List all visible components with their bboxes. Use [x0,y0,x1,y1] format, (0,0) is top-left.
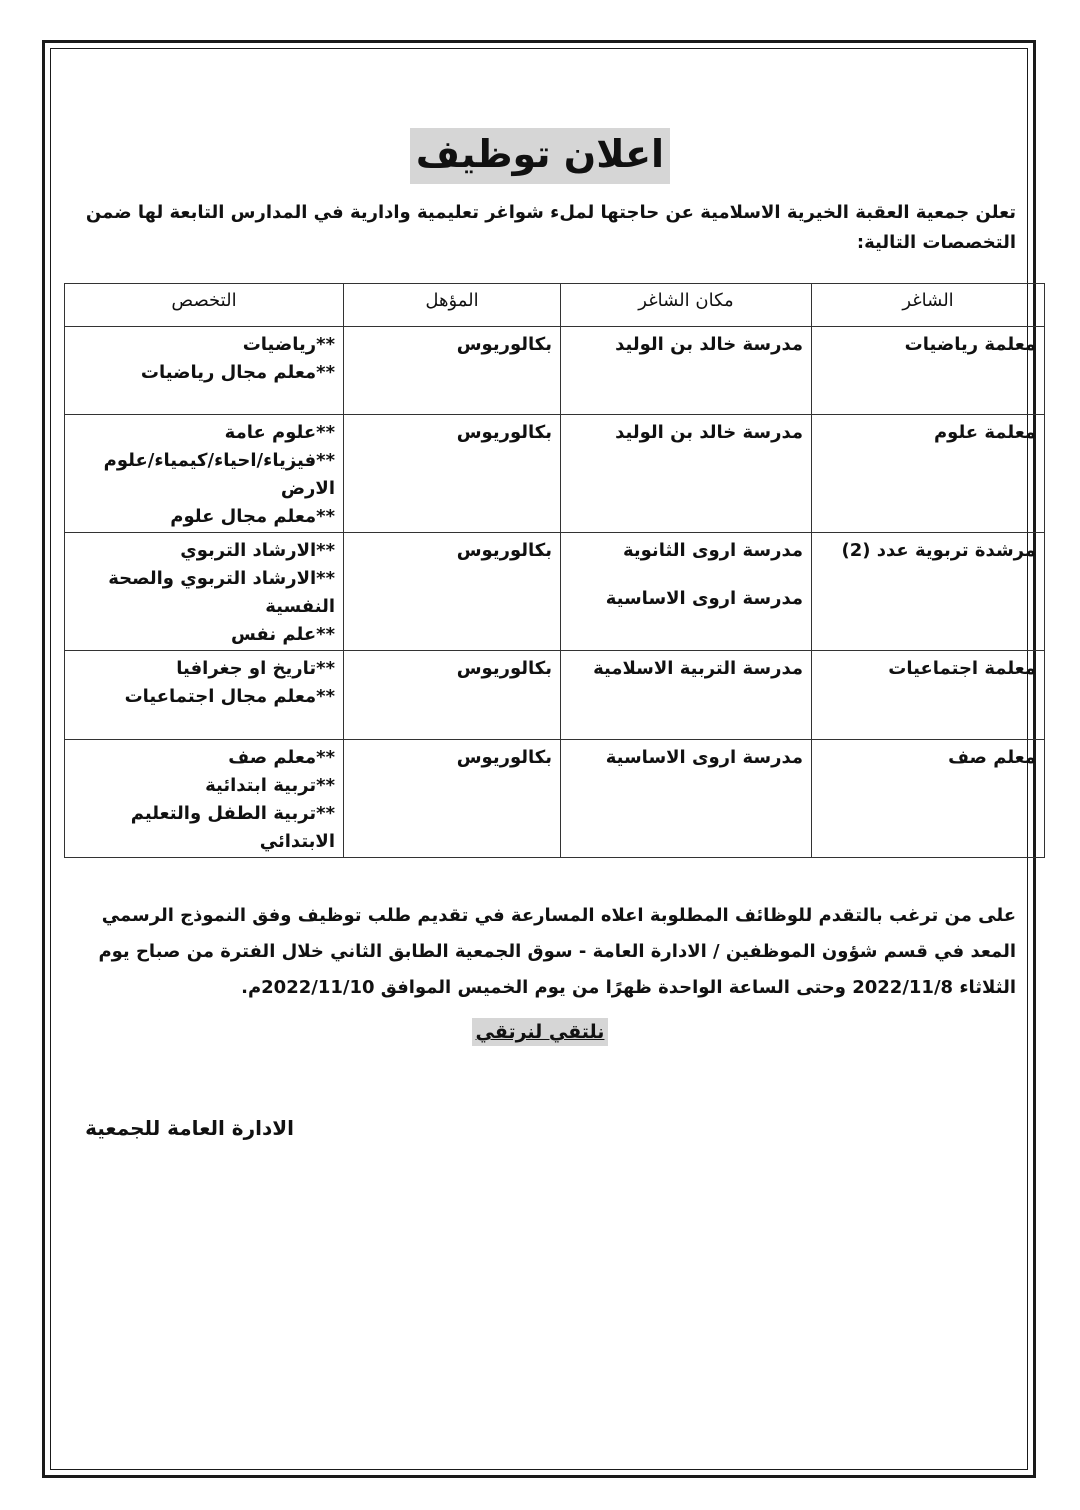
table-row [65,651,1045,740]
specialty-cell [65,740,344,858]
specialty-line: **الارشاد التربوي [180,540,335,561]
closing-paragraph: على من ترغب بالتقدم للوظائف المطلوبة اعلاه المسارعة في تقديم طلب توظيف وفق النموذج الرسمي المعد في قسم شؤون الموظفين / الادارة العامة - سوق الجمعية الطابق الثاني خلال الفترة من صباح يوم الثلاثاء 2022/11/8 وحتى الساعة الواحدة ظهرًا من يوم الخميس الموافق 2022/11/10م. [98,905,1016,998]
signature: الادارة العامة للجمعية [85,1116,294,1140]
specialty-line: **معلم مجال رياضيات [140,362,335,383]
specialty-cell [65,415,344,533]
location-line: مدرسة خالد بن الوليد [615,334,803,355]
specialty-line: **فيزياء/احياء/كيمياء/علوم الارض [103,450,335,499]
motto: نلتقي لنرتقي [472,1018,609,1046]
table-row [65,533,1045,651]
specialty-line: **تربية الطفل والتعليم الابتدائي [130,803,335,852]
location-line: مدرسة التربية الاسلامية [593,658,803,679]
location-line: مدرسة اروى الاساسية [605,588,803,609]
location-cell [561,415,812,533]
qualification-cell: بكالوريوس [344,651,561,740]
job-cell: معلم صف [812,740,1045,858]
location-line: مدرسة اروى الاساسية [605,747,803,768]
location-cell [561,651,812,740]
header-job: الشاغر [812,284,1045,327]
specialty-cell [65,533,344,651]
location-cell [561,327,812,415]
qualification-cell: بكالوريوس [344,740,561,858]
qualification-cell: بكالوريوس [344,415,561,533]
job-cell: مرشدة تربوية عدد (2) [812,533,1045,651]
specialty-line: **معلم مجال اجتماعيات [124,686,335,707]
specialty-line: **علوم عامة [224,422,335,443]
table-row [65,415,1045,533]
location-cell [561,740,812,858]
specialty-cell [65,651,344,740]
specialty-line: **معلم صف [228,747,335,768]
specialty-line: **علم نفس [230,624,335,645]
location-line: مدرسة اروى الثانوية [622,540,803,561]
location-line: مدرسة خالد بن الوليد [615,422,803,443]
qualification-cell: بكالوريوس [344,533,561,651]
specialty-line: **تربية ابتدائية [205,775,335,796]
table-header-row [65,284,1045,327]
location-cell [561,533,812,651]
specialty-line: **تاريخ او جغرافيا [176,658,335,679]
intro-paragraph: تعلن جمعية العقبة الخيرية الاسلامية عن حاجتها لملء شواغر تعليمية وادارية في المدارس التابعة لها ضمن التخصصات التالية: [85,202,1016,253]
job-cell: معلمة رياضيات [812,327,1045,415]
specialty-line: **رياضيات [242,334,335,355]
page-title: اعلان توظيف [410,128,670,184]
header-specialty: التخصص [65,284,344,327]
specialty-line: **الارشاد التربوي والصحة النفسية [108,568,335,617]
qualification-cell: بكالوريوس [344,327,561,415]
header-location: مكان الشاغر [561,284,812,327]
specialty-line: **معلم مجال علوم [170,506,335,527]
vacancies-table [64,283,1045,858]
job-cell: معلمة اجتماعيات [812,651,1045,740]
specialty-cell [65,327,344,415]
header-qualification: المؤهل [344,284,561,327]
table-row [65,740,1045,858]
job-cell: معلمة علوم [812,415,1045,533]
table-row [65,327,1045,415]
